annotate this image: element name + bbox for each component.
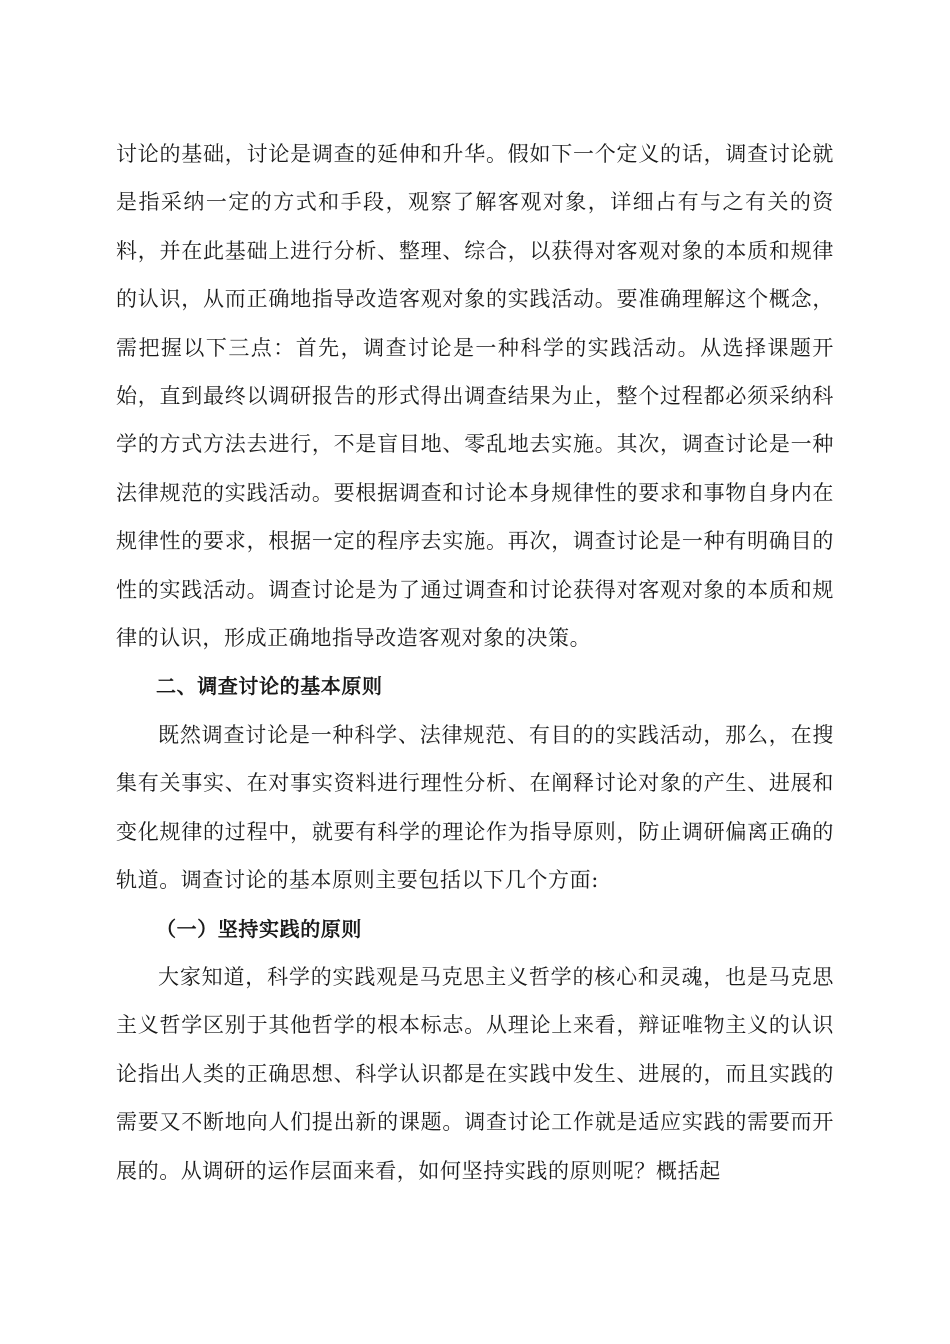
paragraph-definition: 讨论的基础，讨论是调查的延伸和升华。假如下一个定义的话，调查讨论就是指采纳一定的方式和手段，观察了解客观对象，详细占有与之有关的资料，并在此基础上进行分析、整理、综合，以获得对客观对象的本质和规律的认识，从而正确地指导改造客观对象的实践活动。要准确理解这个概念，需把握以下三点：首先，调查讨论是一种科学的实践活动。从选择课题开始，直到最终以调研报告的形式得出调查结果为止，整个过程都必须采纳科学的方式方法去进行，不是盲目地、零乱地去实施。其次，调查讨论是一种法律规范的实践活动。要根据调查和讨论本身规律性的要求和事物自身内在规律性的要求，根据一定的程序去实施。再次，调查讨论是一种有明确目的性的实践活动。调查讨论是为了通过调查和讨论获得对客观对象的本质和规律的认识，形成正确地指导改造客观对象的决策。 xyxy=(116,142,834,651)
paragraph-principles-intro: 既然调查讨论是一种科学、法律规范、有目的的实践活动，那么，在搜集有关事实、在对事实资料进行理性分析、在阐释讨论对象的产生、进展和变化规律的过程中，就要有科学的理论作为指导原则，防止调研偏离正确的轨道。调查讨论的基本原则主要包括以下几个方面: xyxy=(116,722,834,893)
subsection-heading-practice-principle: （一）坚持实践的原则 xyxy=(156,916,362,941)
paragraph-practice-principle: 大家知道，科学的实践观是马克思主义哲学的核心和灵魂，也是马克思主义哲学区别于其他哲学的根本标志。从理论上来看，辩证唯物主义的认识论指出人类的正确思想、科学认识都是在实践中发生、进展的，而且实践的需要又不断地向人们提出新的课题。调查讨论工作就是适应实践的需要而开展的。从调研的运作层面来看，如何坚持实践的原则呢？概括起 xyxy=(116,964,834,1183)
section-heading-basic-principles: 二、调查讨论的基本原则 xyxy=(156,674,383,699)
document-body xyxy=(116,130,834,1195)
